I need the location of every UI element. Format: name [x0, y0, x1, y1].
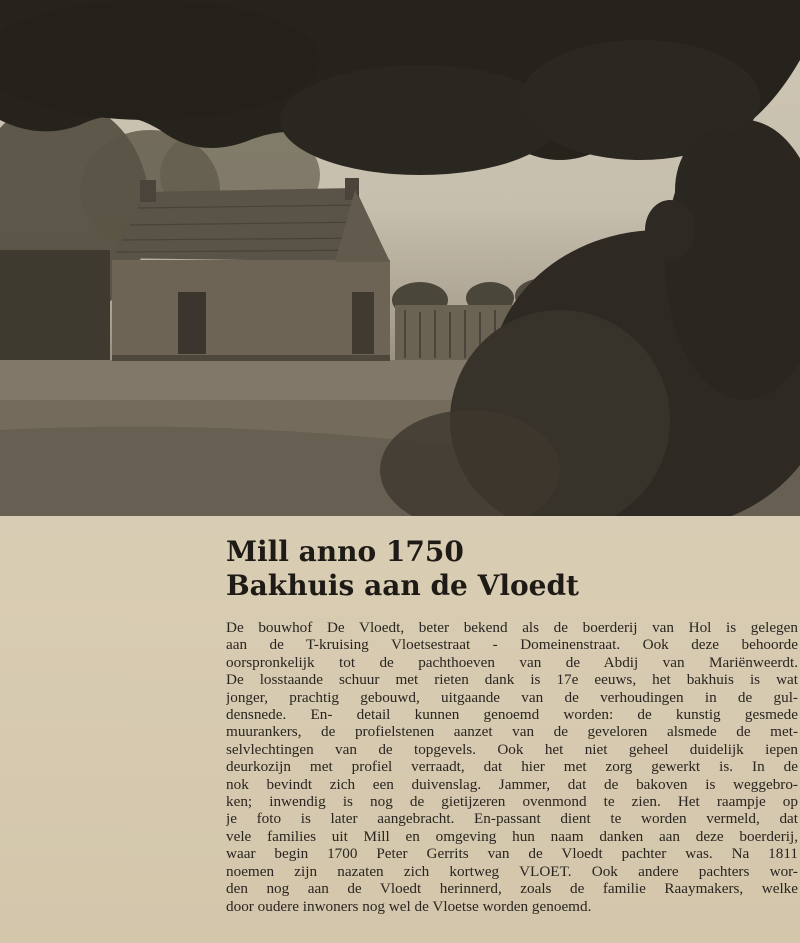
- body-line: deurkozijn met profiel verraadt, dat hier met zorg gewerkt is. In de: [226, 758, 798, 776]
- article-headline: [226, 535, 786, 603]
- body-line: vele families uit Mill en omgeving hun naam danken aan deze boerderij,: [226, 827, 798, 845]
- body-line: muurankers, de profielstenen aanzet van de geveloren alsmede de met-: [226, 723, 798, 741]
- body-line: door oudere inwoners nog wel de Vloetse worden genoemd.: [226, 897, 592, 915]
- body-line: ken; inwendig is nog de gietijzeren ovenmond te zien. Het raampje op: [226, 793, 798, 811]
- body-line: De bouwhof De Vloedt, beter bekend als de boerderij van Hol is gelegen: [226, 619, 798, 636]
- body-line: noemen zijn nazaten zich kortweg VLOET. Ook andere pachters wor-: [226, 862, 798, 880]
- headline-line-2: Bakhuis aan de Vloedt: [226, 569, 579, 602]
- body-line: den nog aan de Vloedt herinnerd, zoals de familie Raaymakers, welke: [226, 880, 798, 898]
- body-line: De losstaande schuur met rieten dank is 17e eeuws, het bakhuis is wat: [226, 671, 798, 689]
- body-line: waar begin 1700 Peter Gerrits van de Vloedt pachter was. Na 1811: [226, 845, 798, 863]
- article-body: [226, 619, 798, 915]
- body-line: densnede. En- detail kunnen genoemd worden: de kunstig gesmede: [226, 706, 798, 724]
- bakehouse: [110, 178, 390, 361]
- body-line: oorspronkelijk tot de pachthoeven van de Abdij van Mariënweerdt.: [226, 653, 798, 671]
- body-line: nok bevindt zich een duivenslag. Jammer, dat de bakoven is weggebro-: [226, 775, 798, 793]
- body-line: selvlechtingen van de topgevels. Ook het niet geheel duidelijk iepen: [226, 740, 798, 758]
- body-line: jonger, prachtig gebouwd, uitgaande van de verhoudingen in de gul-: [226, 688, 798, 706]
- body-line: je foto is later aangebracht. En-passant dient te worden vermeld, dat: [226, 810, 798, 828]
- headline-line-1: Mill anno 1750: [226, 535, 464, 568]
- body-line: aan de T-kruising Vloetsestraat - Domeinenstraat. Ook deze behoorde: [226, 636, 798, 654]
